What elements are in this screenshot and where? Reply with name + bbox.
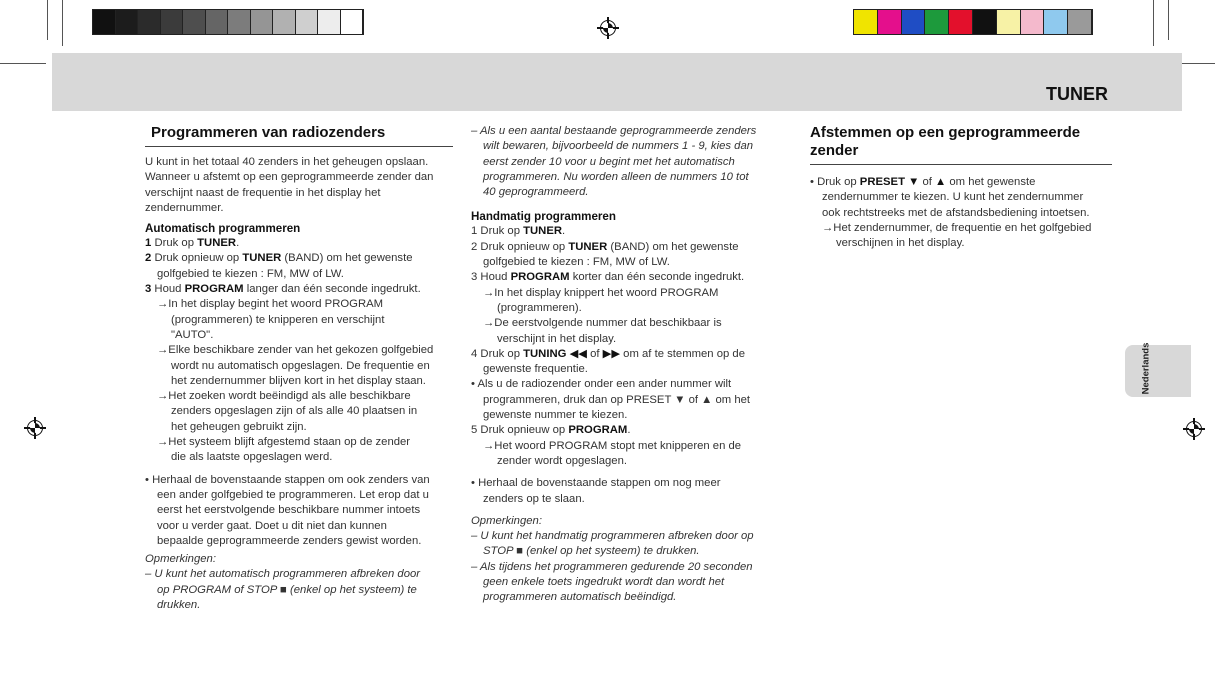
step-1 [145,236,453,251]
text-line: – U kunt het handmatig programmeren afbreken door op [471,530,754,543]
text-line: bepaalde geprogrammeerde zenders gewist worden. [157,534,422,547]
registration-mark-icon [1183,418,1205,440]
color-swatch [902,10,926,34]
text-line: . [236,237,240,250]
key-label: PROGRAM [568,424,628,437]
step-4 [471,347,791,362]
text-line: golfgebied te kiezen : FM, MW of LW. [157,267,344,280]
gray-swatch [138,10,161,34]
text-line: Wanneer u afstemt op een geprogrammeerde zender dan [145,171,434,184]
text-line: 2 Druk opnieuw op [471,240,569,253]
text-line: programmeren automatisch beëindigd. [483,591,677,604]
key-label: PROGRAM [510,271,570,284]
key-label: PRESET ▼ [859,176,920,188]
key-label: TUNER [242,252,282,265]
text-line: om af te stemmen op de [620,347,746,360]
text-line: gewenste nummer te kiezen. [483,409,628,422]
text-line: het zendernummer blijven kort in het display staan. [171,374,426,387]
text-line: programmeren, druk dan op PRESET ▼ of ▲ om het [483,393,751,406]
heading-rule [810,164,1112,165]
registration-mark-icon [597,17,619,39]
gray-swatch [251,10,274,34]
step-2 [471,240,791,255]
gray-swatch [183,10,206,34]
repeat-bullet [145,473,453,549]
text-line: . [562,225,566,238]
text-line: "AUTO". [171,328,214,341]
text-line: het geheugen gebruikt zijn. [171,420,307,433]
grayscale-calibration-bar [92,9,364,35]
step-1 [471,224,791,239]
registration-mark-icon [24,417,46,439]
text-line: U kunt in het totaal 40 zenders in het geheugen opslaan. [145,156,429,168]
tip-note [471,124,791,200]
key-label: ▲ [935,176,947,188]
header-band [52,53,1182,111]
text-line: gewenste frequentie. [483,363,588,376]
text-line: voor u verder gaat. Doet u dit niet dan kunnen [157,519,387,532]
text-line: op PROGRAM of STOP ■ (enkel op het systeem) te [157,583,417,596]
gray-swatch [206,10,229,34]
crop-mark [0,63,46,64]
crop-mark [1153,0,1154,46]
text-line: →De eerstvolgende nummer dat beschikbaar is [483,317,722,330]
text-line: →Elke beschikbare zender van het gekozen golfgebied [157,344,434,357]
key-label: TUNER [568,240,608,253]
heading-rule [145,146,453,147]
text-line: • Herhaal de bovenstaande stappen om nog meer [471,477,721,490]
text-line: die als laatste opgeslagen werd. [171,451,333,464]
text-line: • Als u de radiozender onder een ander nummer wilt [471,378,732,391]
gray-swatch [228,10,251,34]
text-line: – Als u een aantal bestaande geprogrammeerde zenders [471,125,757,137]
text-line: 5 Druk opnieuw op [471,424,569,437]
gray-swatch [93,10,116,34]
subheading-automatisch: Automatisch programmeren [145,222,301,236]
text-line: – Als tijdens het programmeren gedurende 20 seconden [471,560,753,573]
text-line: – U kunt het automatisch programmeren afbreken door [145,568,421,581]
text-line: eerst het eerstvolgende beschikbare nummer intoets [157,504,421,517]
color-swatch [973,10,997,34]
gray-swatch [341,10,364,34]
heading-programmeren: Programmeren van radiozenders [151,124,386,141]
text-line: zendernummer. [145,201,224,214]
text-line: ook rechtstreeks met de afstandsbediening intoetsen. [822,206,1090,219]
text-line: of [586,347,603,360]
color-swatch [925,10,949,34]
key-label: ▶▶ [602,347,621,360]
gray-swatch [116,10,139,34]
text-line: (BAND) om het gewenste [607,240,739,253]
notes-label: Opmerkingen: [471,514,542,527]
color-calibration-bar [853,9,1093,35]
step-5 [471,423,791,438]
key-label: TUNER [197,237,237,250]
text-line: 1 Druk op [471,225,524,238]
crop-mark [1168,0,1169,40]
text-line: →Het systeem blijft afgestemd staan op de zender [157,436,411,449]
text-line: Druk opnieuw op [154,252,243,265]
gray-swatch [296,10,319,34]
text-line: zenders opgeslagen zijn of als alle 40 plaatsen in [171,405,418,418]
text-line: zendernummer te kiezen. U kunt het zendernummer [822,191,1084,204]
text-line: drukken. [157,599,201,612]
color-swatch [1021,10,1045,34]
text-line: . [627,424,631,437]
text-line: 4 Druk op [471,347,524,360]
text-line: 3 Houd [471,271,511,284]
color-swatch [1044,10,1068,34]
crop-mark [47,0,48,40]
text-line: →In het display knippert het woord PROGRAM [483,286,719,299]
column-1 [145,124,453,613]
step-number: 2 [145,252,152,265]
text-line: eerst zender 10 voor u begint met het automatisch [483,155,735,168]
color-swatch [997,10,1021,34]
repeat-bullet [471,476,791,507]
text-line: langer dan één seconde ingedrukt. [243,283,421,296]
text-line: 40 geprogrammeerd. [483,186,589,199]
text-line: korter dan één seconde ingedrukt. [569,271,745,284]
text-line: om het gewenste [946,176,1036,188]
text-line: zender wordt opgeslagen. [497,454,628,467]
section-title: TUNER [1046,84,1108,104]
language-tab [1125,342,1191,397]
text-line: • Herhaal de bovenstaande stappen om ook zenders van [145,473,430,486]
text-line: Houd [151,283,185,296]
text-line: golfgebied te kiezen : FM, MW of LW. [483,256,670,269]
step-3 [471,270,791,285]
text-line: programmeren. Nu worden alleen de nummers 10 tot [483,170,749,183]
heading-afstemmen-l2: zender [810,142,859,159]
step-number: 1 [145,237,152,250]
gray-swatch [161,10,184,34]
key-label: TUNING ◀◀ [523,347,587,360]
text-line: (BAND) om het gewenste [281,252,413,265]
preset-bullet [810,175,1112,190]
text-line: (programmeren) te knipperen en verschijnt [171,313,385,326]
color-swatch [854,10,878,34]
key-label: TUNER [523,225,563,238]
text-line: →Het zendernummer, de frequentie en het golfgebied [822,221,1092,234]
text-line: verschijnt naast de frequentie in het display het [145,186,381,199]
text-line: of [919,176,936,188]
text-line: wilt bewaren, bijvoorbeeld de nummers 1 - 9, kies dan [483,140,754,153]
text-line: verschijnt in het display. [497,332,617,345]
step-2 [145,251,453,266]
heading-afstemmen-l1: Afstemmen op een geprogrammeerde [810,124,1081,141]
text-line: →Het woord PROGRAM stopt met knipperen en de [483,439,742,452]
step-3 [145,282,453,297]
text-line: verschijnen in het display. [836,237,965,250]
step-number: 3 [145,283,152,296]
color-swatch [1068,10,1092,34]
column-2 [471,124,791,606]
text-line: →Het zoeken wordt beëindigd als alle beschikbare [157,390,411,403]
language-tab-label: Nederlands [1140,342,1152,395]
color-swatch [878,10,902,34]
text-line: geen enkele toets ingedrukt wordt dan wordt het [483,576,725,589]
key-label: PROGRAM [184,283,244,296]
text-line: een ander golfgebied te programmeren. Let erop dat u [157,488,429,501]
intro-paragraph [145,155,453,216]
text-line: →In het display begint het woord PROGRAM [157,298,384,311]
notes-label: Opmerkingen: [145,553,216,566]
color-swatch [949,10,973,34]
text-line: zenders op te slaan. [483,492,585,505]
gray-swatch [318,10,341,34]
text-line: STOP ■ (enkel op het systeem) te drukken. [483,545,700,558]
gray-swatch [273,10,296,34]
text-line: wordt nu automatisch opgeslagen. De frequentie en [171,359,430,372]
column-3 [810,124,1112,251]
text-line: Druk op [154,237,198,250]
crop-mark [62,0,63,46]
text-line: • Druk op [810,176,860,188]
text-line: (programmeren). [497,301,582,314]
subheading-handmatig: Handmatig programmeren [471,210,616,224]
